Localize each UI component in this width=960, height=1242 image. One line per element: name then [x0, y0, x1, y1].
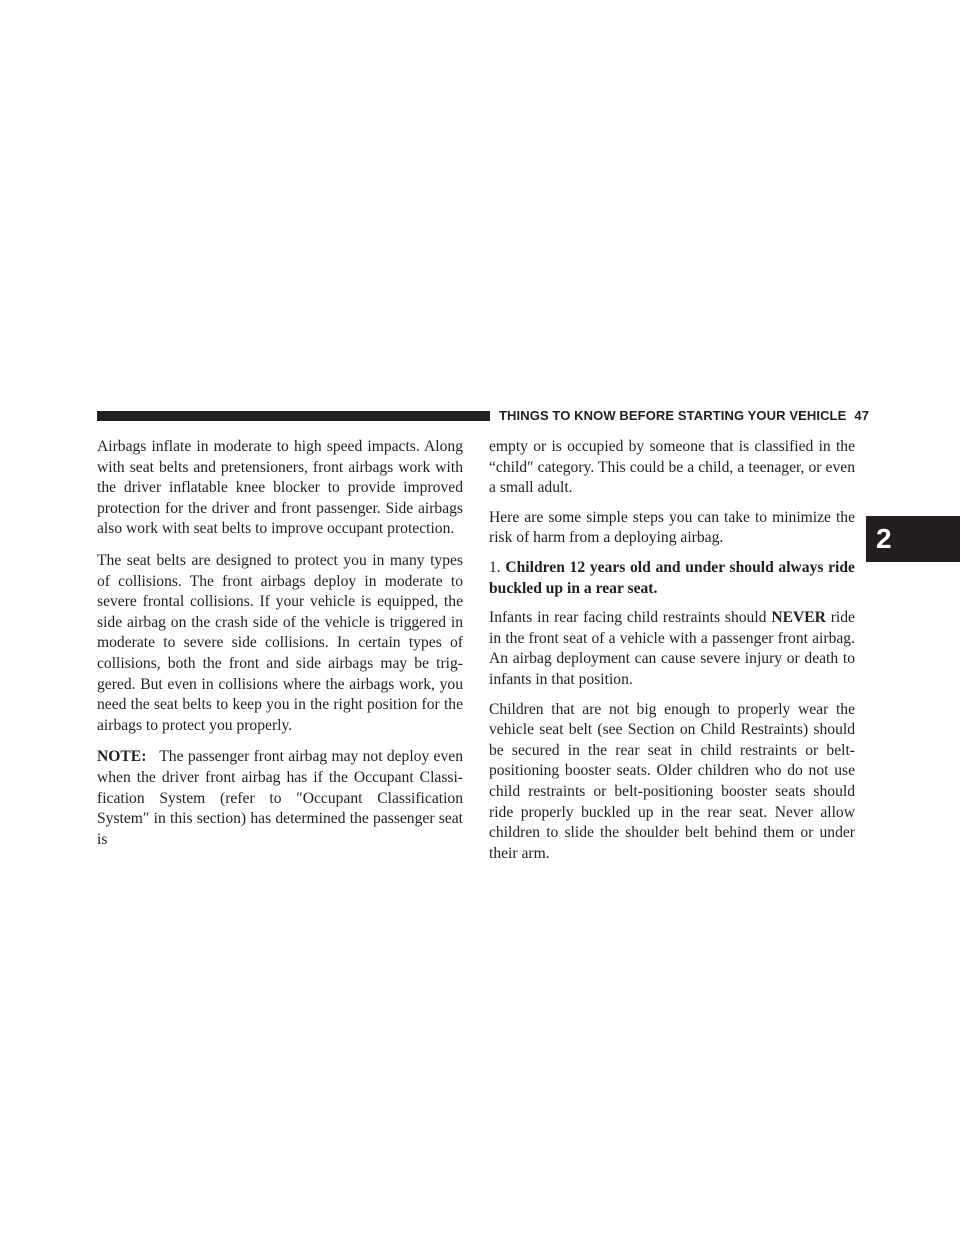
- paragraph: The seat belts are designed to protect you in many types of collisions. The front airbags deploy in moderate to severe frontal collisions. If your vehicle is equipped, the side airbag on the crash side of the vehicle is triggered in moderate to severe side collisions. In certain types of collisions, both the front and side airbags may be trig-gered. But even in collisions where the airbags work, you need the seat belts to keep you in the right position for the airbags to protect you properly.: [97, 551, 463, 734]
- text-run: ride in the front seat of a vehicle with a passenger front airbag. An airbag deployment can cause severe injury or death to infants in that position.: [489, 609, 855, 688]
- section-title: THINGS TO KNOW BEFORE STARTING YOUR VEHICLE: [499, 408, 847, 423]
- text-run: Infants in rear facing child restraints should: [489, 609, 767, 627]
- emphasis-never: NEVER: [771, 609, 826, 627]
- running-header: [499, 408, 869, 424]
- paragraph: empty or is occupied by someone that is classified in the “child″ category. This could be a child, a teenager, or even a small adult.: [489, 438, 855, 497]
- header-rule: [97, 411, 490, 421]
- paragraph: Children that are not big enough to properly wear the vehicle seat belt (see Section on Child Restraints) should be secured in the rear seat in child restraints or belt-positioning booster seats. Older children who do not use child restraints or belt-positioning booster seats should ride properly buckled up in the rear seat. Never allow children to slide the shoulder belt behind them or under their arm.: [489, 700, 855, 862]
- right-column: [489, 437, 855, 873]
- paragraph: Here are some simple steps you can take to minimize the risk of harm from a deploying airbag.: [489, 508, 855, 547]
- step-text: Children 12 years old and under should always ride buckled up in a rear seat.: [489, 558, 855, 597]
- note-paragraph: [97, 747, 463, 850]
- chapter-tab: 2: [866, 516, 960, 562]
- paragraph: Airbags inflate in moderate to high speed impacts. Along with seat belts and pretensioners, front airbags work with the driver inflatable knee blocker to provide improved protection for the driver and front passenger. Side airbags also work with seat belts to improve occupant protection.: [97, 438, 463, 538]
- note-text: The passenger front airbag may not deploy even when the driver front airbag has if the Occupant Classi-fication System (refer to ″Occupant Classification System″ in this section) has determined the passenger seat is: [97, 748, 463, 848]
- step-number: 1.: [489, 558, 501, 576]
- page-number: 47: [854, 408, 870, 423]
- step-item: [489, 558, 855, 599]
- paragraph: [489, 608, 855, 690]
- left-column: [97, 437, 463, 861]
- note-label: NOTE:: [97, 748, 147, 766]
